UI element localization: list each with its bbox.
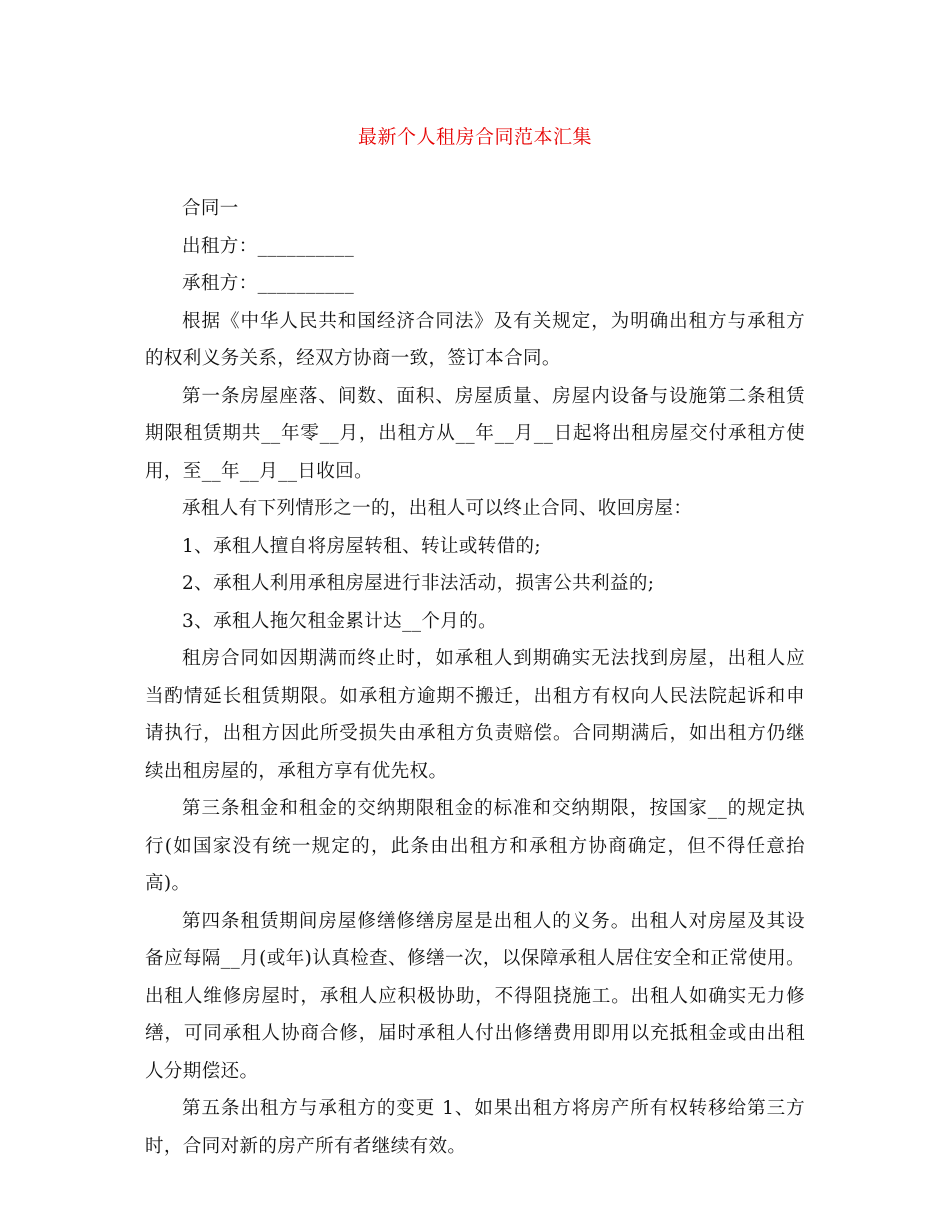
lessee-field: 承租方：__________ — [182, 273, 355, 294]
termination-item-1: 1、承租人擅自将房屋转租、转让或转借的; — [182, 535, 542, 557]
termination-intro-paragraph: 承租人有下列情形之一的，出租人可以终止合同、收回房屋： — [182, 498, 693, 519]
termination-item-3: 3、承租人拖欠租金累计达__个月的。 — [182, 610, 497, 632]
preamble-paragraph: 根据《中华人民共和国经济合同法》及有关规定，为明确出租方与承租方的权利义务关系，经双方协商一致，签订本合同。 — [145, 310, 805, 369]
expiry-paragraph: 租房合同如因期满而终止时，如承租人到期确实无法找到房屋，出租人应当酌情延长租赁期限。如承租方逾期不搬迁，出租方有权向人民法院起诉和申请执行，出租方因此所受损失由承租方负责赔偿。合同期满后，如出租方仍继续出租房屋的，承租方享有优先权。 — [145, 648, 805, 782]
article-4-paragraph: 第四条租赁期间房屋修缮修缮房屋是出租人的义务。出租人对房屋及其设备应每隔__月(或年)认真检查、修缮一次，以保障承租人居住安全和正常使用。出租人维修房屋时，承租人应积极协助，不得阻挠施工。出租人如确实无力修缮，可同承租人协商合修，届时承租人付出修缮费用即用以充抵租金或由出租人分期偿还。 — [145, 910, 805, 1082]
document-body — [145, 190, 805, 1165]
lessor-field: 出租方：__________ — [182, 235, 355, 257]
contract-heading: 合同一 — [182, 198, 239, 219]
termination-item-2: 2、承租人利用承租房屋进行非法活动，损害公共利益的; — [182, 573, 655, 594]
document-title: 最新个人租房合同范本汇集 — [357, 126, 592, 148]
article-3-paragraph: 第三条租金和租金的交纳期限租金的标准和交纳期限，按国家__的规定执行(如国家没有统一规定的，此条由出租方和承租方协商确定，但不得任意抬高)。 — [145, 798, 805, 894]
article-5-paragraph: 第五条出租方与承租方的变更 1、如果出租方将房产所有权转移给第三方时，合同对新的房产所有者继续有效。 — [145, 1098, 805, 1157]
article-1-2-paragraph: 第一条房屋座落、间数、面积、房屋质量、房屋内设备与设施第二条租赁期限租赁期共__年零__月，出租方从__年__月__日起将出租房屋交付承租方使用，至__年__月__日收回。 — [145, 385, 805, 482]
